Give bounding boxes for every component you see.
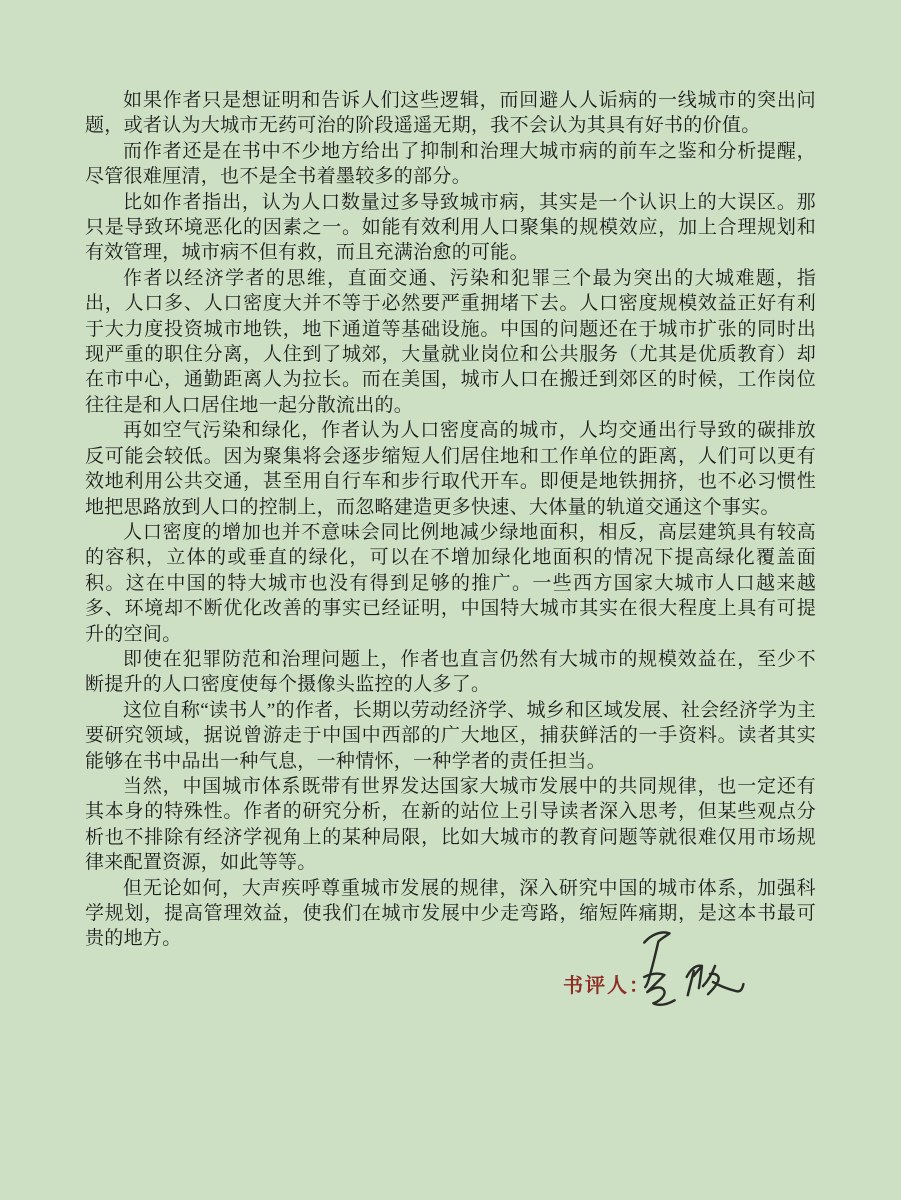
review-paragraph: 作者以经济学者的思维，直面交通、污染和犯罪三个最为突出的大城难题，指出，人口多、人口密度大并不等于必然要严重拥堵下去。人口密度规模效益正好有利于大力度投资城市地铁，地下通道等基础设施。中国的问题还在于城市扩张的同时出现严重的职住分离，人住到了城郊，大量就业岗位和公共服务（尤其是优质教育）却在市中心，通勤距离人为拉长。而在美国，城市人口在搬迁到郊区的时候，工作岗位往往是和人口居住地一起分散流出的。 <box>85 267 816 416</box>
review-paragraph: 即使在犯罪防范和治理问题上，作者也直言仍然有大城市的规模效益在，至少不断提升的人口密度使每个摄像头监控的人多了。 <box>85 648 816 696</box>
review-paragraph: 再如空气污染和绿化，作者认为人口密度高的城市，人均交通出行导致的碳排放反可能会较低。因为聚集将会逐步缩短人们居住地和工作单位的距离，人们可以更有效地利用公共交通，甚至用自行车和步行取代开车。即便是地铁拥挤，也不必习惯性地把思路放到人口的控制上，而忽略建造更多快速、大体量的轨道交通这个事实。 <box>85 420 816 518</box>
review-paragraph: 这位自称“读书人”的作者，长期以劳动经济学、城乡和区域发展、社会经济学为主要研究领域，据说曾游走于中国中西部的广大地区，捕获鲜活的一手资料。读者其实能够在书中品出一种气息，一种情怀，一种学者的责任担当。 <box>85 699 816 772</box>
reviewer-label: 书评人： <box>563 975 651 997</box>
signature-handwriting-icon <box>628 923 790 1035</box>
review-paragraph: 而作者还是在书中不少地方给出了抑制和治理大城市病的前车之鉴和分析提醒，尽管很难厘清，也不是全书着墨较多的部分。 <box>85 140 816 188</box>
review-paragraph: 当然，中国城市体系既带有世界发达国家大城市发展中的共同规律，也一定还有其本身的特殊性。作者的研究分析，在新的站位上引导读者深入思考，但某些观点分析也不排除有经济学视角上的某种局限，比如大城市的教育问题等就很难仅用市场规律来配置资源，如此等等。 <box>85 775 816 874</box>
review-body <box>85 88 816 952</box>
review-paragraph: 比如作者指出，认为人口数量过多导致城市病，其实是一个认识上的大误区。那只是导致环境恶化的因素之一。如能有效利用人口聚集的规模效应，加上合理规划和有效管理，城市病不但有救，而且充满治愈的可能。 <box>85 191 816 264</box>
review-paragraph: 如果作者只是想证明和告诉人们这些逻辑，而回避人人诟病的一线城市的突出问题，或者认为大城市无药可治的阶段遥遥无期，我不会认为其具有好书的价值。 <box>85 90 816 137</box>
review-paragraph: 但无论如何，大声疾呼尊重城市发展的规律，深入研究中国的城市体系，加强科学规划，提高管理效益，使我们在城市发展中少走弯路，缩短阵痛期，是这本书最可贵的地方。 <box>85 877 816 950</box>
review-paragraph: 人口密度的增加也并不意味会同比例地减少绿地面积，相反，高层建筑具有较高的容积，立体的或垂直的绿化，可以在不增加绿化地面积的情况下提高绿化覆盖面积。这在中国的特大城市也没有得到足够的推广。一些西方国家大城市人口越来越多、环境却不断优化改善的事实已经证明，中国特大城市其实在很大程度上具有可提升的空间。 <box>85 521 816 645</box>
